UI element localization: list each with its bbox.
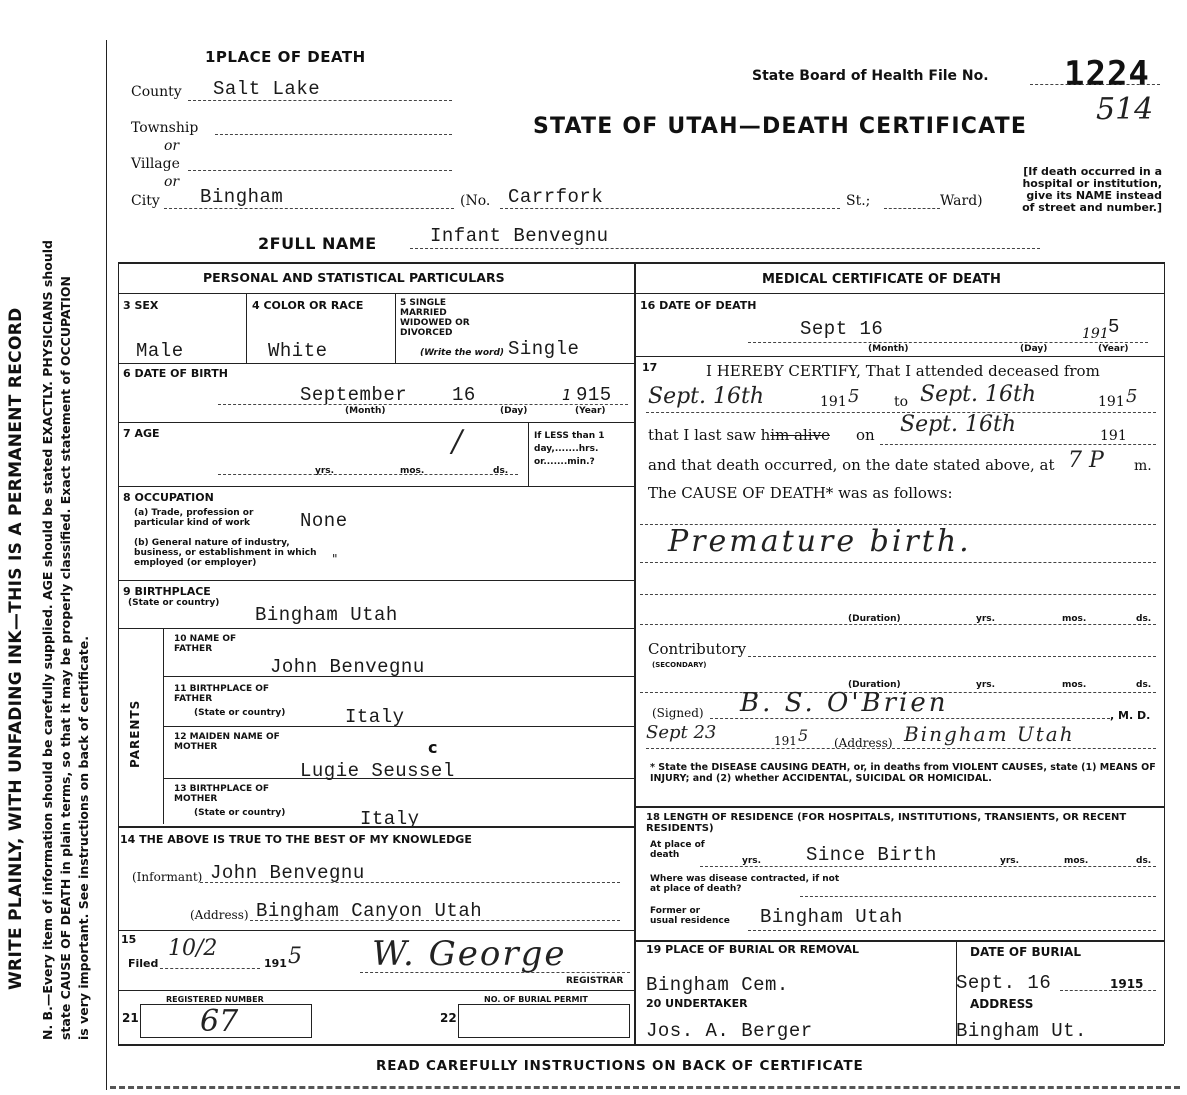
or-2: or — [164, 174, 180, 190]
dod-line — [748, 342, 1148, 343]
sex-color-divider — [246, 293, 247, 363]
village-line — [188, 170, 452, 171]
dod-month-day: Sept 16 — [800, 318, 884, 340]
to-year: 191 — [1098, 394, 1125, 410]
full-name-line — [410, 248, 1040, 249]
occ-a-label: (a) Trade, profession or particular kind of work — [134, 508, 254, 528]
und-address-label: ADDRESS — [970, 997, 1034, 1011]
birthplace-label: 9 BIRTHPLACE — [123, 585, 211, 598]
age-line — [218, 474, 518, 475]
box-left — [118, 262, 119, 1044]
res-yrs: yrs. — [742, 856, 762, 866]
row-birthplace-rule — [118, 628, 634, 629]
last-saw-text — [648, 426, 830, 444]
city-value: Bingham — [200, 186, 284, 208]
margin-permanent-record — [6, 307, 26, 990]
dob-year-prefix: 1 — [562, 386, 572, 404]
color-label: 4 COLOR OR RACE — [252, 299, 364, 312]
permit-label: NO. OF BURIAL PERMIT — [484, 995, 588, 1004]
sig-address: Bingham Utah — [904, 722, 1075, 746]
color-marital-divider — [395, 293, 396, 363]
occupation-label: 8 OCCUPATION — [123, 491, 214, 504]
row-filed-rule — [118, 990, 634, 991]
dod-day-label: (Day) — [1020, 344, 1048, 354]
signed-line — [710, 718, 1110, 719]
dob-year-label: (Year) — [575, 406, 606, 416]
burial-year: 1915 — [1110, 977, 1144, 991]
informant-label: (Informant) — [132, 870, 203, 884]
row-mother-name-rule — [163, 778, 634, 779]
row-dob-rule — [118, 422, 634, 423]
md-label: , M. D. — [1110, 709, 1151, 722]
alive-struck: im alive — [770, 426, 830, 444]
on-label: on — [856, 426, 875, 444]
marital-value: Single — [508, 338, 580, 360]
file-number: 1224 — [1064, 54, 1150, 94]
true-label: 14 THE ABOVE IS TRUE TO THE BEST OF MY KNOWLEDGE — [120, 833, 472, 846]
former-label: Former or usual residence — [650, 906, 730, 926]
to-label: to — [894, 394, 909, 410]
sig-address-line — [646, 748, 1156, 749]
footer-rule — [110, 1086, 1180, 1089]
sex-value: Male — [136, 340, 184, 362]
cause-line-2 — [640, 562, 1156, 563]
occurred-text: and that death occurred, on the date stated above, at — [648, 456, 1055, 474]
former-value: Bingham Utah — [760, 906, 903, 928]
city-line — [164, 208, 454, 209]
filed-year-prefix: 191 — [264, 957, 287, 970]
since-birth: Since Birth — [806, 844, 937, 866]
row-mother-bp-rule — [118, 826, 634, 828]
marital-hint: (Write the word) — [420, 348, 505, 358]
res-ds: ds. — [1136, 856, 1152, 866]
parents-label — [128, 700, 142, 768]
row-occ-rule — [118, 580, 634, 581]
margin-rule — [106, 40, 107, 1090]
color-value: White — [268, 340, 328, 362]
sig-date: Sept 23 — [646, 722, 717, 743]
filed-num: 15 — [121, 933, 137, 946]
contributory-label: Contributory — [648, 640, 747, 658]
from-date: Sept. 16th — [648, 384, 765, 409]
reg-no-label: REGISTERED NUMBER — [166, 995, 264, 1004]
row-residence-rule — [634, 940, 1164, 942]
street-value: Carrfork — [508, 186, 604, 208]
reg-no-num: 21 — [122, 1011, 139, 1025]
village-label: Village — [131, 156, 180, 172]
last-saw-line — [880, 444, 1156, 445]
father-name-value: John Benvegnu — [270, 656, 425, 678]
contracted-line — [800, 896, 1156, 897]
signed-label: (Signed) — [652, 706, 704, 720]
mother-bp-value: Italy — [360, 808, 420, 830]
num-17: 17 — [642, 361, 658, 374]
no-label: (No. — [460, 193, 491, 209]
filed-label: Filed — [128, 957, 159, 970]
informant-address-label: (Address) — [190, 908, 249, 922]
to-year-digit: 5 — [1126, 386, 1138, 407]
duration-yrs-1: yrs. — [976, 614, 996, 624]
margin-note-3-text: is very important. See instructions on back of certificate. — [76, 636, 91, 1040]
duration-label-2: (Duration) — [848, 680, 901, 690]
mother-name-value: Lugie Seussel — [300, 760, 455, 782]
or-1: or — [164, 138, 180, 154]
cause-line-1 — [640, 524, 1156, 525]
und-address-value: Bingham Ut. — [956, 1020, 1087, 1042]
contracted-label: Where was disease contracted, if not at place of death? — [650, 874, 840, 894]
cause-label: The CAUSE OF DEATH* was as follows: — [648, 484, 953, 502]
father-name-label: 10 NAME OF FATHER — [174, 634, 237, 654]
residence-label: 18 LENGTH OF RESIDENCE (FOR HOSPITALS, INSTITUTIONS, TRANSIENTS, OR RECENT RESIDENTS) — [646, 812, 1127, 834]
dod-month-label: (Month) — [868, 344, 909, 354]
mother-name-correction: c — [428, 738, 438, 757]
file-label: State Board of Health File No. — [752, 68, 989, 84]
occ-b-value: " — [332, 552, 338, 566]
dob-line — [218, 404, 628, 405]
occ-b-label: (b) General nature of industry, business, or establishment in which employed (or employer) — [134, 538, 317, 568]
secondary-label: (SECONDARY) — [652, 661, 707, 669]
margin-note-2 — [58, 276, 73, 1040]
margin-main-text: WRITE PLAINLY, WITH UNFADING INK—THIS IS A PERMANENT RECORD — [6, 307, 26, 990]
undertaker-label: 20 UNDERTAKER — [646, 997, 748, 1010]
personal-section-title: PERSONAL AND STATISTICAL PARTICULARS — [203, 270, 505, 285]
margin-note-1-text: N. B.—Every item of information should be carefully supplied. AGE should be stated EXACTLY. PHYSICIANS should — [40, 240, 55, 1040]
registrar-signature: W. George — [372, 934, 567, 974]
box-top — [118, 262, 1164, 264]
burial-date-value: Sept. 16 — [956, 972, 1052, 994]
duration-ds-2: ds. — [1136, 680, 1152, 690]
medical-title-rule — [634, 293, 1164, 294]
city-label: City — [131, 193, 160, 209]
duration-line-1 — [640, 624, 1156, 625]
from-year: 191 — [820, 394, 847, 410]
burial-value: Bingham Cem. — [646, 974, 789, 996]
sig-year-prefix: 191 — [774, 734, 797, 748]
dod-label: 16 DATE OF DEATH — [640, 299, 757, 312]
county-label: County — [131, 84, 182, 100]
from-year-digit: 5 — [848, 386, 860, 407]
dob-month-label: (Month) — [345, 406, 386, 416]
mother-bp-sub: (State or country) — [194, 808, 286, 818]
age-mark: / — [452, 424, 463, 459]
signed-value: B. S. O'Brien — [740, 688, 949, 718]
former-line — [748, 930, 1156, 931]
to-date: Sept. 16th — [920, 382, 1037, 407]
filed-date: 10/2 — [168, 936, 218, 961]
footer-instructions: READ CAREFULLY INSTRUCTIONS ON BACK OF CERTIFICATE — [376, 1058, 864, 1074]
reg-no-value: 67 — [200, 1004, 239, 1039]
less-than-label: If LESS than 1 day,.......hrs. or.......min.? — [534, 431, 605, 467]
marital-label: 5 SINGLE MARRIED WIDOWED OR DIVORCED — [400, 298, 470, 338]
age-label: 7 AGE — [123, 427, 160, 440]
mother-bp-label: 13 BIRTHPLACE OF MOTHER — [174, 784, 270, 804]
dob-day: 16 — [452, 384, 476, 406]
row-informant-rule — [118, 930, 634, 931]
age-mos: mos. — [400, 466, 425, 476]
row-age-rule — [118, 486, 634, 487]
dob-month: September — [300, 384, 408, 406]
box-center — [634, 262, 636, 1044]
informant-value: John Benvegnu — [210, 862, 365, 884]
medical-section-title: MEDICAL CERTIFICATE OF DEATH — [762, 272, 1001, 287]
row-cert-rule — [634, 806, 1164, 808]
informant-address-line — [250, 920, 620, 921]
dod-year: 5 — [1108, 316, 1120, 338]
registrar-line — [360, 972, 630, 973]
township-line — [215, 134, 452, 135]
duration-label-1: (Duration) — [848, 614, 901, 624]
hospital-note: [If death occurred in a hospital or institution, give its NAME instead of street and number.] — [1022, 165, 1162, 214]
dod-year-prefix: 191 — [1082, 326, 1109, 342]
permit-box — [458, 1004, 630, 1038]
margin-note-2-text: state CAUSE OF DEATH in plain terms, so that it may be properly classified. Exact statement of OCCUPATION — [58, 276, 73, 1040]
birthplace-sub: (State or country) — [128, 598, 220, 608]
file-handwritten-number: 514 — [1096, 92, 1154, 127]
filed-year: 5 — [288, 944, 302, 969]
full-name-value: Infant Benvegnu — [430, 225, 609, 247]
duration-yrs-2: yrs. — [976, 680, 996, 690]
informant-line — [200, 882, 620, 883]
parents-label-text: PARENTS — [128, 699, 142, 768]
row-father-name-rule — [163, 676, 634, 677]
cause-line-3 — [640, 594, 1156, 595]
st-label: St.; — [846, 193, 871, 209]
age-divider — [528, 422, 529, 486]
full-name-label: 2FULL NAME — [258, 234, 377, 253]
res-yrs-2: yrs. — [1000, 856, 1020, 866]
burial-date-line — [1060, 990, 1156, 991]
informant-address-value: Bingham Canyon Utah — [256, 900, 483, 922]
last-saw-year: 191 — [1100, 428, 1127, 444]
father-bp-label: 11 BIRTHPLACE OF FATHER — [174, 684, 270, 704]
row-dod-rule — [634, 356, 1164, 357]
county-value: Salt Lake — [213, 78, 321, 100]
certify-text: I HEREBY CERTIFY, That I attended deceased from — [706, 362, 1100, 380]
row-father-bp-rule — [163, 726, 634, 727]
contrib-line — [748, 656, 1156, 657]
state-note: * State the DISEASE CAUSING DEATH, or, in deaths from VIOLENT CAUSES, state (1) MEANS OF INJURY; and (2) whether ACCIDENTAL, SUICIDAL OR HOMICIDAL. — [650, 762, 1156, 784]
row-sex-rule — [118, 363, 634, 364]
age-yrs: yrs. — [315, 466, 335, 476]
age-ds: ds. — [493, 466, 509, 476]
permit-num: 22 — [440, 1011, 457, 1025]
dob-year: 915 — [576, 384, 612, 406]
place-of-death-label: 1PLACE OF DEATH — [205, 48, 366, 66]
sex-label: 3 SEX — [123, 299, 159, 312]
ward-line — [884, 208, 940, 209]
duration-ds-1: ds. — [1136, 614, 1152, 624]
last-saw-date: Sept. 16th — [900, 412, 1017, 437]
undertaker-value: Jos. A. Berger — [646, 1020, 813, 1042]
box-right — [1164, 262, 1165, 1044]
last-saw-label: that I last saw h — [648, 426, 771, 444]
burial-date-label: DATE OF BURIAL — [970, 945, 1081, 959]
dod-year-label: (Year) — [1098, 344, 1129, 354]
occ-a-value: None — [300, 510, 348, 532]
registrar-label: REGISTRAR — [566, 976, 624, 986]
m-label: m. — [1134, 458, 1152, 474]
father-bp-sub: (State or country) — [194, 708, 286, 718]
dob-label: 6 DATE OF BIRTH — [123, 367, 228, 380]
at-place-label: At place of death — [650, 840, 705, 860]
duration-mos-2: mos. — [1062, 680, 1087, 690]
birthplace-value: Bingham Utah — [255, 604, 398, 626]
filed-line — [160, 968, 260, 969]
cause-value: Premature birth. — [668, 524, 972, 559]
father-bp-value: Italy — [345, 706, 405, 728]
dob-day-label: (Day) — [500, 406, 528, 416]
sig-year: 5 — [798, 726, 809, 745]
time-value: 7 P — [1068, 448, 1104, 473]
box-bottom — [118, 1044, 1164, 1046]
res-mos: mos. — [1064, 856, 1089, 866]
street-line — [500, 208, 840, 209]
mother-name-label: 12 MAIDEN NAME OF MOTHER — [174, 732, 280, 752]
duration-mos-1: mos. — [1062, 614, 1087, 624]
township-label: Township — [131, 120, 199, 136]
county-line — [188, 100, 452, 101]
margin-note-1 — [40, 240, 55, 1040]
margin-note-3 — [76, 636, 91, 1040]
burial-label: 19 PLACE OF BURIAL OR REMOVAL — [646, 943, 859, 956]
ward-label: Ward) — [940, 193, 983, 209]
certificate-title: STATE OF UTAH—DEATH CERTIFICATE — [533, 114, 1028, 139]
sig-address-label: (Address) — [834, 736, 893, 750]
at-place-line — [700, 866, 1156, 867]
file-line — [1030, 84, 1160, 85]
personal-title-rule — [118, 293, 634, 294]
